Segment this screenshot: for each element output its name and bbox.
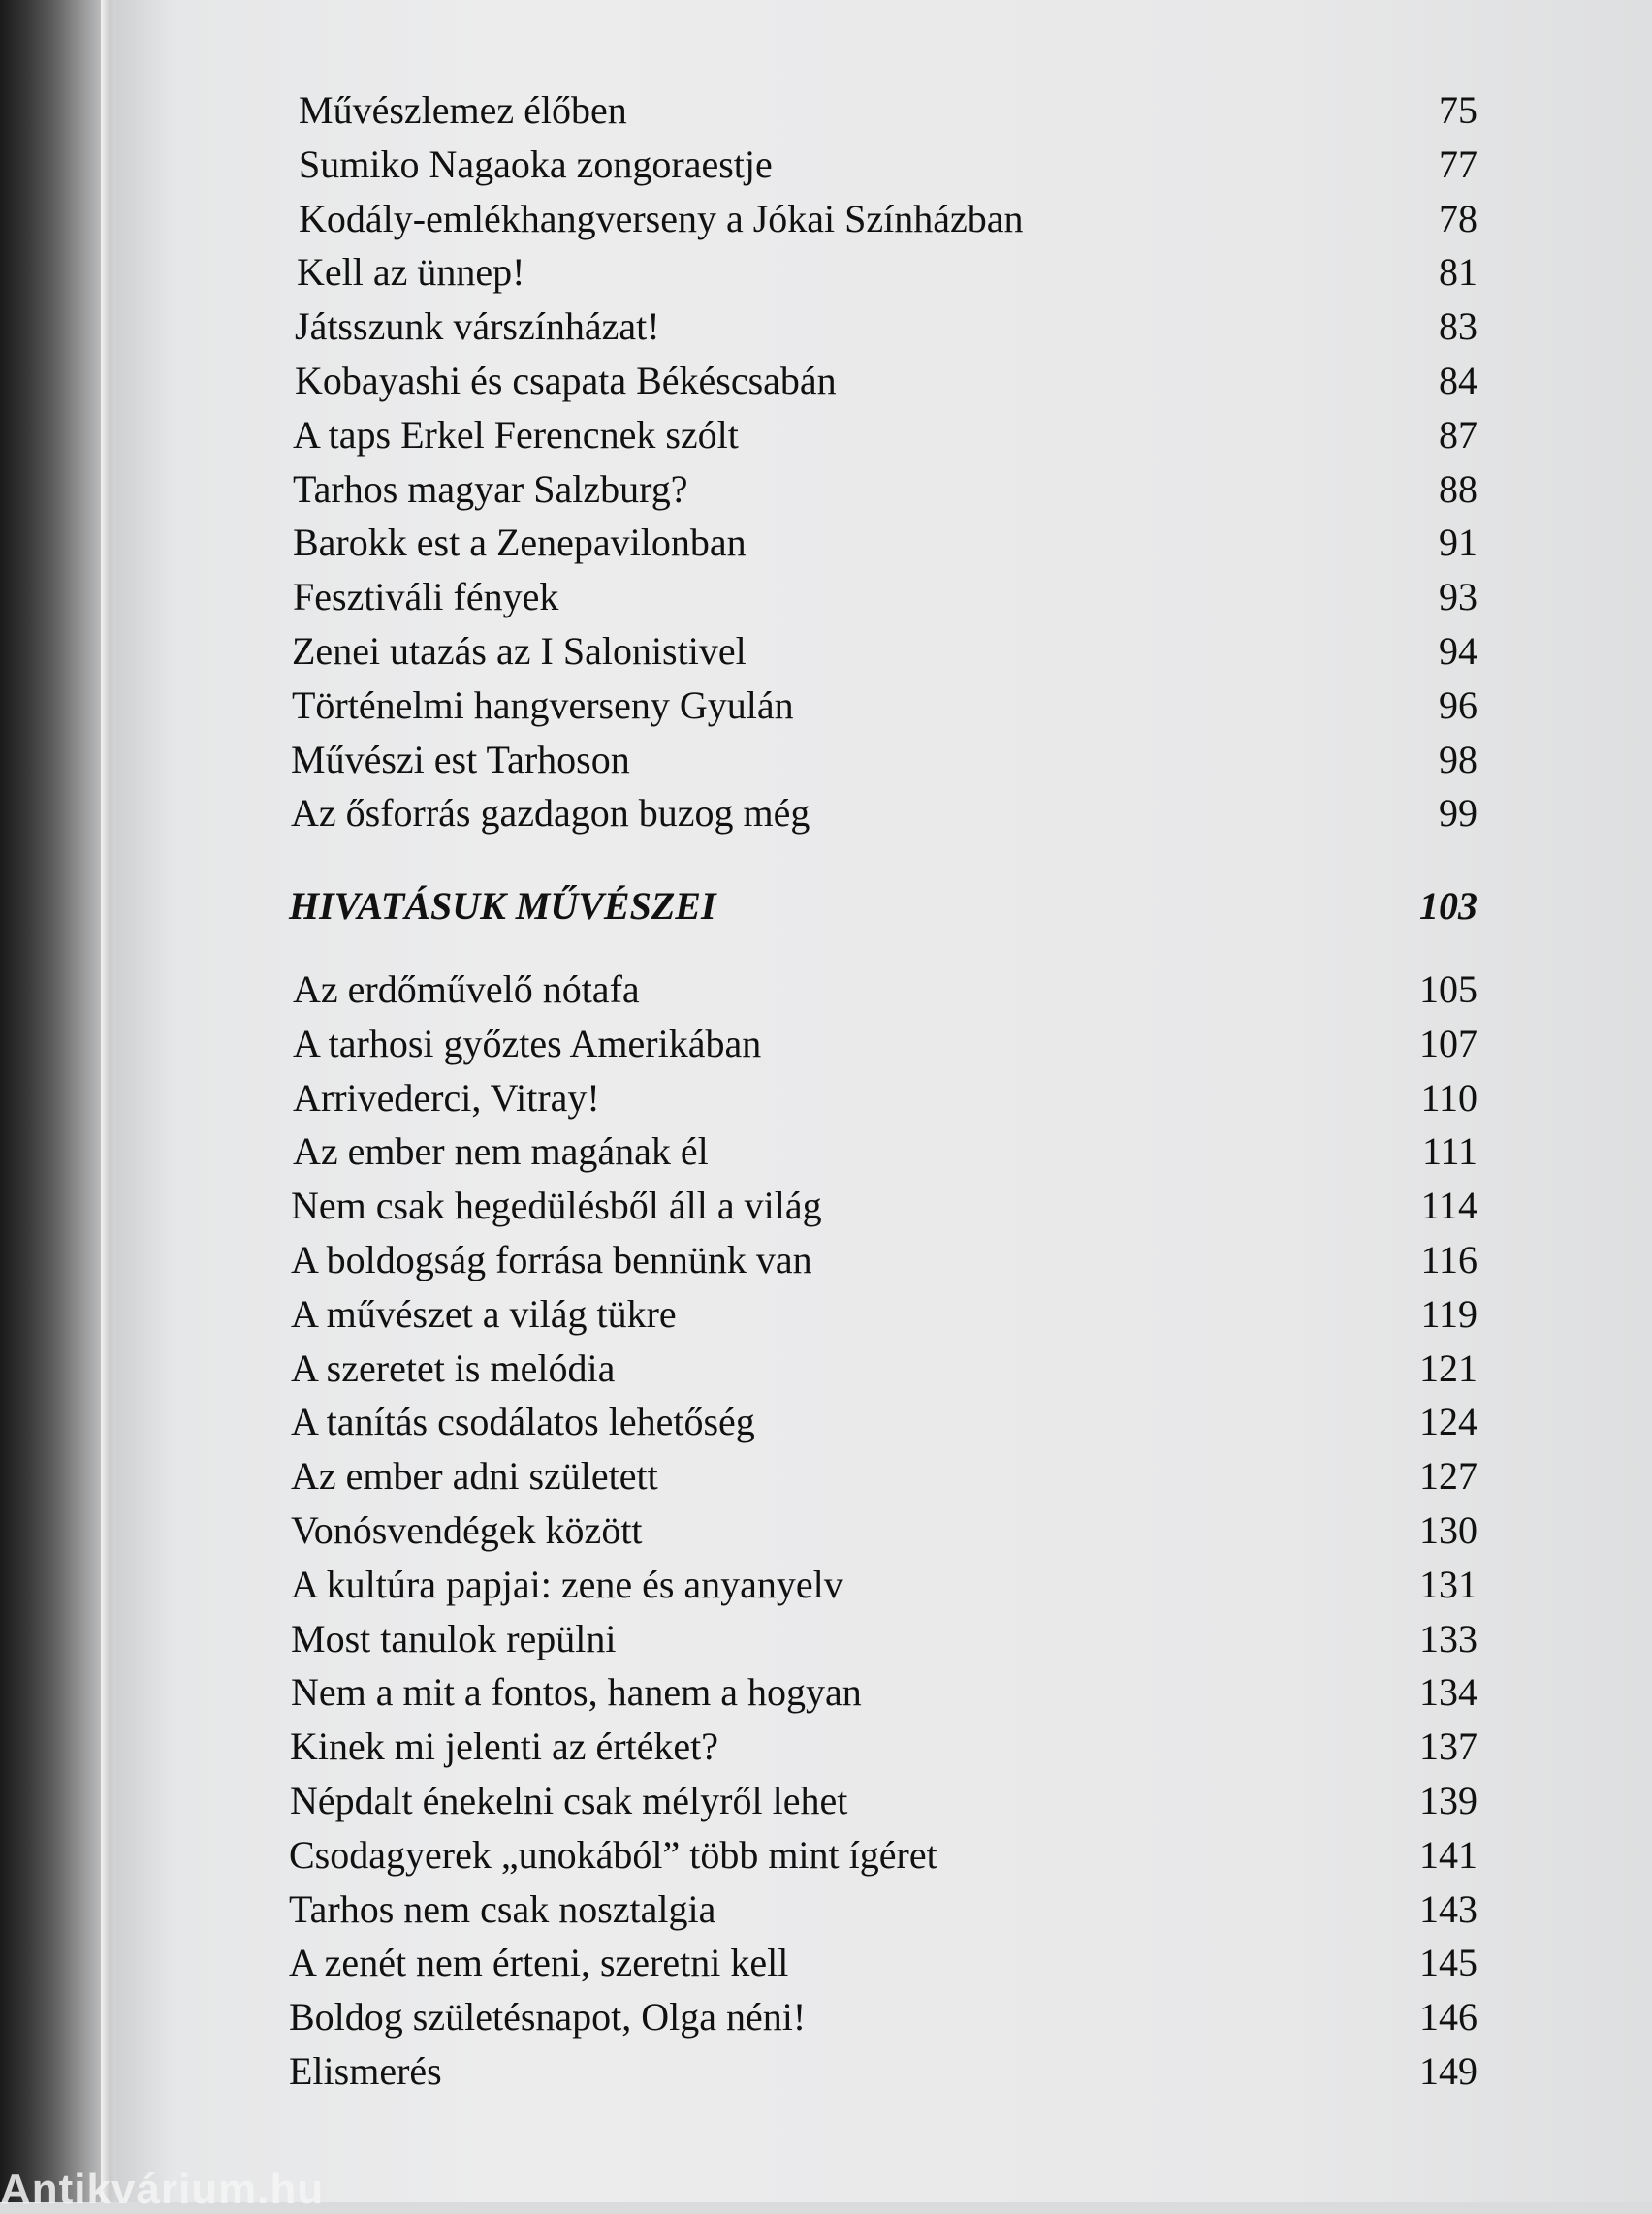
toc-entry	[289, 963, 1477, 1017]
toc-entry	[289, 408, 1477, 462]
toc-entry	[289, 1503, 1477, 1558]
toc-entry	[289, 516, 1477, 570]
toc-entry-page-number: 88	[1439, 466, 1477, 511]
toc-entry-page-number: 107	[1419, 1021, 1477, 1065]
toc-entry	[289, 1395, 1477, 1449]
toc-entry-title: Az ember adni született	[291, 1454, 658, 1499]
watermark: Antikvárium.hu	[0, 2166, 325, 2213]
toc-entry-page-number: 143	[1419, 1886, 1477, 1931]
toc-entry	[289, 2044, 1477, 2099]
toc-entry	[289, 733, 1477, 787]
toc-entry-page-number: 119	[1420, 1291, 1477, 1336]
section-page-number: 103	[1419, 884, 1477, 929]
toc-entry	[289, 1882, 1477, 1937]
toc-entry-page-number: 91	[1439, 521, 1477, 565]
toc-entry-title: Barokk est a Zenepavilonban	[293, 521, 747, 565]
toc-entry-page-number: 149	[1419, 2048, 1477, 2093]
toc-entry	[289, 1449, 1477, 1503]
book-spine-shadow	[0, 0, 116, 2202]
toc-entry	[289, 138, 1477, 192]
toc-entry-title: Művészlemez élőben	[299, 88, 627, 132]
toc-entry-page-number: 81	[1439, 250, 1477, 295]
toc-entry-page-number: 75	[1439, 88, 1477, 132]
toc-entry-page-number: 96	[1439, 682, 1477, 727]
toc-entry-page-number: 87	[1439, 412, 1477, 457]
toc-entry-title: Elismerés	[289, 2048, 442, 2093]
toc-entry-title: Kell az ünnep!	[297, 250, 525, 295]
toc-entry-title: Az ősforrás gazdagon buzog még	[291, 791, 810, 836]
toc-entry-page-number: 84	[1439, 358, 1477, 402]
toc-entry-title: A taps Erkel Ferencnek szólt	[293, 412, 739, 457]
toc-entry-page-number: 133	[1419, 1616, 1477, 1660]
toc-entry-title: Tarhos nem csak nosztalgia	[289, 1886, 716, 1931]
toc-entry-title: Történelmi hangverseny Gyulán	[292, 682, 794, 727]
toc-entry-title: Vonósvendégek között	[291, 1507, 643, 1552]
toc-entry	[289, 83, 1477, 138]
toc-entry-title: Csodagyerek „unokából” több mint ígéret	[289, 1832, 937, 1877]
toc-entry-page-number: 114	[1420, 1184, 1477, 1228]
toc-entry	[289, 1342, 1477, 1396]
toc-entry-page-number: 94	[1439, 628, 1477, 673]
toc-entry	[289, 1665, 1477, 1720]
toc-entry-page-number: 141	[1419, 1832, 1477, 1877]
toc-entry	[289, 1124, 1477, 1179]
toc-entry-title: Tarhos magyar Salzburg?	[293, 466, 688, 511]
toc-entry	[289, 1774, 1477, 1828]
toc-entry-title: Népdalt énekelni csak mélyről lehet	[290, 1778, 848, 1822]
toc-entry-title: A szeretet is melódia	[291, 1345, 616, 1390]
toc-list-lower	[289, 963, 1477, 2099]
toc-entry	[289, 624, 1477, 679]
toc-entry-page-number: 130	[1419, 1507, 1477, 1552]
section-title: HIVATÁSUK MŰVÉSZEI	[289, 884, 716, 929]
toc-entry-page-number: 137	[1419, 1724, 1477, 1769]
toc-entry-page-number: 111	[1421, 1129, 1477, 1174]
toc-entry-page-number: 121	[1419, 1345, 1477, 1390]
toc-entry	[289, 354, 1477, 408]
toc-entry-title: Boldog születésnapot, Olga néni!	[289, 1995, 807, 2040]
toc-entry-title: Kinek mi jelenti az értéket?	[290, 1724, 719, 1769]
toc-entry-title: Kodály-emlékhangverseny a Jókai Színházban	[299, 196, 1024, 240]
toc-entry-page-number: 78	[1439, 196, 1477, 240]
toc-entry-title: A tarhosi győztes Amerikában	[293, 1021, 762, 1065]
toc-entry	[289, 1990, 1477, 2044]
toc-entry	[289, 245, 1477, 300]
toc-entry-title: Arrivederci, Vitray!	[293, 1075, 600, 1120]
toc-entry	[289, 192, 1477, 246]
toc-entry-page-number: 99	[1439, 791, 1477, 836]
toc-entry-page-number: 98	[1439, 737, 1477, 781]
toc-entry-page-number: 77	[1439, 142, 1477, 186]
toc-entry	[289, 1071, 1477, 1125]
toc-entry-page-number: 105	[1419, 966, 1477, 1011]
toc-entry-title: A tanítás csodálatos lehetőség	[291, 1400, 755, 1444]
table-of-contents	[289, 83, 1477, 2099]
toc-entry-page-number: 139	[1419, 1778, 1477, 1822]
toc-entry	[289, 1179, 1477, 1233]
toc-entry-title: Nem a mit a fontos, hanem a hogyan	[291, 1670, 862, 1715]
toc-entry-title: A művészet a világ tükre	[291, 1291, 677, 1336]
page-edge	[101, 0, 111, 2202]
toc-entry	[289, 1233, 1477, 1287]
toc-entry-title: Zenei utazás az I Salonistivel	[292, 628, 747, 673]
toc-entry	[289, 1558, 1477, 1612]
toc-entry-title: Nem csak hegedülésből áll a világ	[291, 1184, 822, 1228]
toc-entry-page-number: 127	[1419, 1454, 1477, 1499]
toc-entry-title: Művészi est Tarhoson	[291, 737, 630, 781]
toc-entry-page-number: 116	[1420, 1237, 1477, 1281]
toc-entry-page-number: 83	[1439, 304, 1477, 349]
toc-entry-page-number: 146	[1419, 1995, 1477, 2040]
toc-entry	[289, 1828, 1477, 1882]
toc-entry-title: Az erdőművelő nótafa	[293, 966, 640, 1011]
toc-entry	[289, 462, 1477, 517]
toc-list-upper	[289, 83, 1477, 840]
toc-entry	[289, 1017, 1477, 1071]
toc-entry-page-number: 124	[1419, 1400, 1477, 1444]
toc-entry	[289, 786, 1477, 840]
toc-entry-title: A zenét nem érteni, szeretni kell	[289, 1941, 789, 1985]
toc-entry	[289, 1612, 1477, 1666]
toc-entry	[289, 1720, 1477, 1774]
toc-entry-page-number: 93	[1439, 575, 1477, 619]
toc-entry-title: Sumiko Nagaoka zongoraestje	[299, 142, 773, 186]
toc-entry-title: Az ember nem magának él	[293, 1129, 709, 1174]
toc-entry-title: A boldogság forrása bennünk van	[291, 1237, 812, 1281]
toc-entry	[289, 300, 1477, 354]
toc-entry-title: Játsszunk várszínházat!	[295, 304, 660, 349]
toc-section-heading	[289, 879, 1477, 933]
toc-entry	[289, 570, 1477, 624]
toc-entry-page-number: 145	[1419, 1941, 1477, 1985]
toc-entry	[289, 1287, 1477, 1342]
toc-entry-title: Kobayashi és csapata Békéscsabán	[295, 358, 837, 402]
toc-entry-title: Most tanulok repülni	[291, 1616, 617, 1660]
toc-entry-title: A kultúra papjai: zene és anyanyelv	[291, 1562, 843, 1606]
toc-entry	[289, 679, 1477, 733]
toc-entry-page-number: 110	[1420, 1075, 1477, 1120]
toc-entry-page-number: 134	[1419, 1670, 1477, 1715]
toc-entry-page-number: 131	[1419, 1562, 1477, 1606]
toc-entry-title: Fesztiváli fények	[293, 575, 559, 619]
toc-entry	[289, 1936, 1477, 1990]
